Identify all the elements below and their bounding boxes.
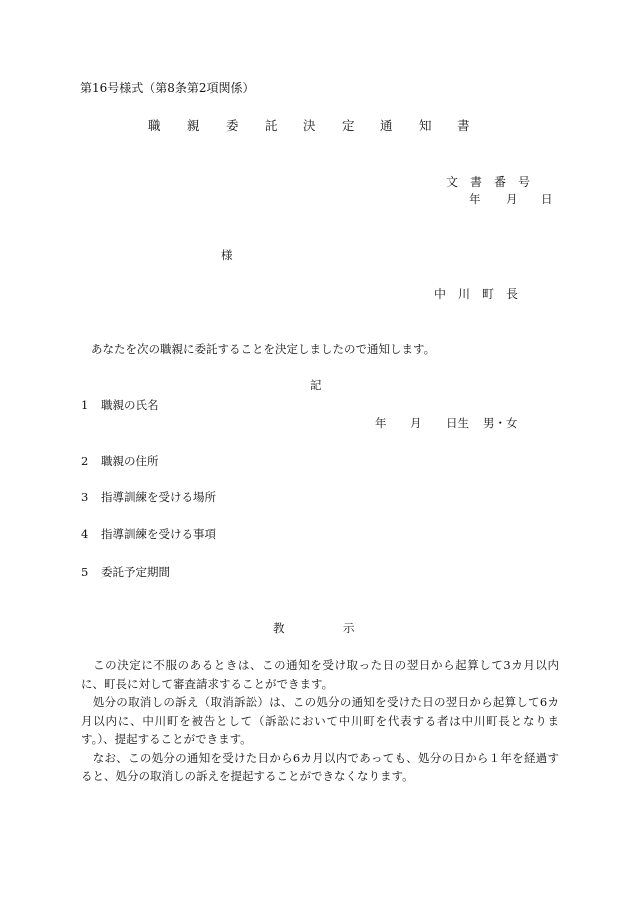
item-number: 2	[81, 454, 89, 468]
ki-heading: 記	[310, 378, 322, 392]
item-number: 1	[81, 398, 89, 412]
date-year: 年	[469, 192, 481, 206]
date-day: 日	[541, 192, 553, 206]
notice-paragraph: 処分の取消しの訴え（取消訴訟）は、この処分の通知を受けた日の翌日から起算して6カ月以内に、中川町を被告として（訴訟において中川町を代表する者は中川町長となります。）、提起することができます。	[81, 695, 559, 746]
notice-heading-char: 教	[273, 621, 285, 635]
title-char: 通	[380, 118, 393, 133]
intro-text: あなたを次の職親に委託することを決定しましたので通知します。	[91, 342, 436, 356]
notice-paragraph: なお、この処分の通知を受けた日から6カ月以内であっても、処分の日から１年を経過すると、処分の取消しの訴えを提起することができなくなります。	[81, 750, 559, 783]
title-char: 委	[226, 118, 239, 133]
title-char: 決	[303, 118, 316, 133]
title-char: 定	[342, 118, 355, 133]
doc-number-label: 文 書 番 号	[446, 175, 531, 189]
item-label: 委託予定期間	[101, 565, 170, 579]
date-month: 月	[506, 192, 518, 206]
birth-year: 年	[375, 416, 387, 430]
notice-paragraph: この決定に不服のあるときは、この通知を受け取った日の翌日から起算して3カ月以内に、町長に対して審査請求することができます。	[81, 658, 559, 691]
title-char: 知	[419, 118, 432, 133]
birth-day: 日生	[446, 416, 469, 430]
item-label: 指導訓練を受ける場所	[101, 490, 216, 504]
title-char: 職	[148, 118, 161, 133]
title-char: 託	[265, 118, 278, 133]
addressee-suffix: 様	[221, 248, 233, 262]
gender: 男・女	[483, 416, 518, 430]
item-label: 職親の住所	[101, 454, 159, 468]
item-label: 指導訓練を受ける事項	[101, 527, 216, 541]
item-number: 5	[81, 565, 89, 579]
title-char: 書	[457, 118, 470, 133]
notice-heading-char: 示	[343, 621, 355, 635]
title-char: 親	[187, 118, 200, 133]
item-label: 職親の氏名	[101, 398, 159, 412]
form-label: 第16号様式（第8条第2項関係）	[80, 81, 255, 95]
item-number: 3	[81, 490, 89, 504]
birth-month: 月	[410, 416, 422, 430]
item-number: 4	[81, 527, 89, 541]
notice-body	[81, 656, 559, 786]
issuer: 中 川 町 長	[434, 287, 519, 301]
